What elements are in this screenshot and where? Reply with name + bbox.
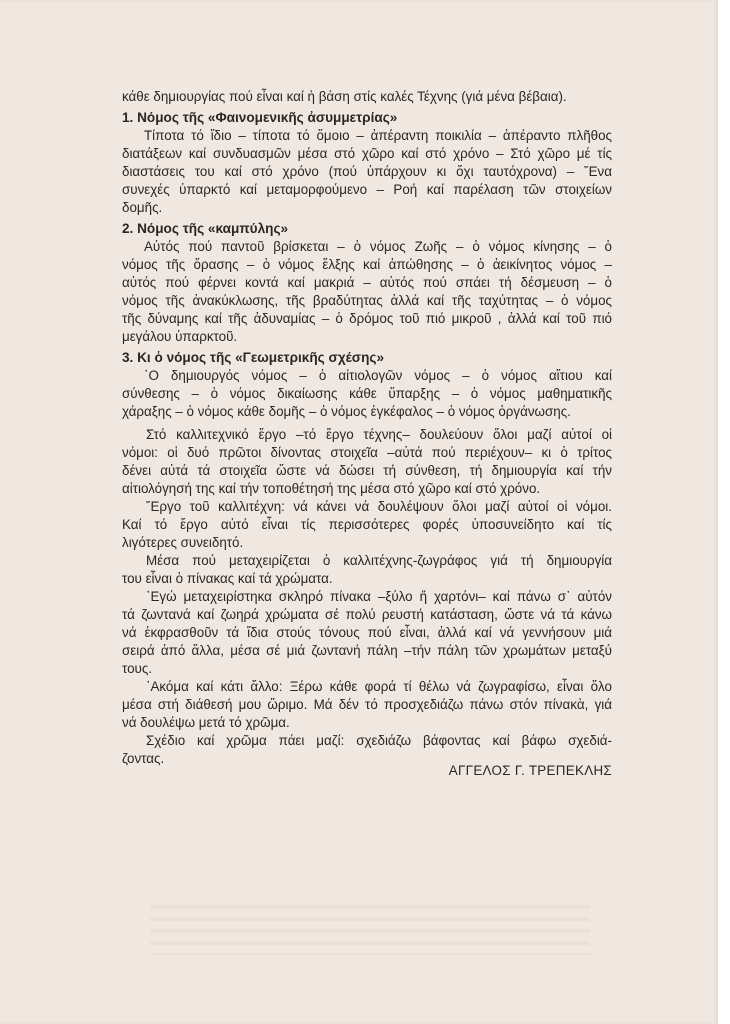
section-heading: 1. Νόμος τῆς «Φαινομενικῆς ἀσυμμετρίας» [122, 110, 398, 125]
section-line: διατάξεων καί συνδυασμῶν μέσα στό χῶρο καί στό χρόνο – Στό χῶρο μέ τίς [122, 146, 612, 161]
paragraph-line: Μέσα πού μεταχειρίζεται ὁ καλλιτέχνης-ζωγράφος γιά τή δημιουργία [146, 553, 612, 568]
paragraph-line: αἰτιολόγησή της καί τήν τοποθέτησή της μέσα στό χῶρο καί στό χρόνο. [122, 481, 541, 496]
paragraph-line: Σχέδιο καί χρῶμα πάει μαζί: σχεδιάζω βάφοντας καί βάφω σχεδιά- [146, 733, 612, 748]
intro-line: κάθε δημιουργίας πού εἶναι καί ἡ βάση στίς καλές Τέχνης (γιά μένα βέβαια). [122, 89, 567, 104]
body-text [122, 88, 612, 768]
paragraph-line: νόμοι: οἱ δυό πρῶτοι δίνοντας στοιχεῖα –αὐτά πού περιέχουν– κι ὁ τρίτος [122, 445, 612, 460]
paragraph-line: του εἶναι ὁ πίνακας καί τά χρώματα. [122, 571, 333, 586]
section-line: μεγάλου ὑπαρκτοῦ. [122, 329, 238, 344]
section-line: δομῆς. [122, 200, 163, 215]
section-heading: 2. Νόμος τῆς «καμπύλης» [122, 221, 289, 236]
section-line: αὐτός πού φέρνει κοντά καί μακριά – αὐτός πού σπάει τή δέσμευση – ὁ [122, 275, 612, 290]
paragraph-line: δένει αὐτά τά στοιχεῖα ὥστε νά δώσει τή σύνθεση, τή δημιουργία καί τήν [122, 463, 612, 478]
section-heading: 3. Κι ὁ νόμος τῆς «Γεωμετρικῆς σχέσης» [122, 350, 385, 365]
paragraph-line: Στό καλλιτεχνικό ἔργο –τό ἔργο τέχνης– δουλεύουν ὅλοι μαζί αὐτοί οἱ [146, 427, 612, 442]
paragraph-line: ῎Εργο τοῦ καλλιτέχνη: νά κάνει νά δουλέψουν ὅλοι μαζί αὐτοί οἱ νόμοι. [146, 499, 612, 514]
paragraph-line: ᾿Ακόμα καί κάτι ἄλλο: Ξέρω κάθε φορά τί θέλω νά ζωγραφίσω, εἶναι ὅλο [146, 679, 612, 694]
paragraph-line: σειρά ἀπό ἄλλα, μέσα σέ μιά ζωντανή πάλη –τήν πάλη τῶν χρωμάτων μεταξύ [122, 643, 612, 658]
paragraph-line: νά ἐκφρασθοῦν τά ἴδια στούς τόνους πού εἶναι, ἀλλά καί νά γεννήσουν μιά [122, 625, 612, 640]
paragraph-line: μέσα στή διάθεσή μου ὥριμο. Μά δέν τό προσχεδιάζω πάνω στόν πίνακὰ, γιά [122, 697, 612, 712]
paragraph-line: Καί τό ἔργο αὐτό εἶναι τίς περισσότερες φορές ὑποσυνείδητο καί τίς [122, 517, 612, 532]
section-line: τῆς δύναμης καί τῆς ἀδυναμίας – ὁ δρόμος τοῦ πιό μικροῦ , ἀλλά καί τοῦ πιό [122, 311, 612, 326]
section-line: νόμος τῆς ἀνακύκλωσης, τῆς βραδύτητας ἀλλά καί τῆς ταχύτητας – ὁ νόμος [122, 293, 612, 308]
section-line: διαστάσεις του καί στό χρόνο (πού ὑπάρχουν κι ὄχι ταυτόχρονα) – ῞Ενα [122, 164, 612, 179]
paragraph-line: νά δουλέψω μετά τό χρῶμα. [122, 715, 290, 730]
section-line: Τίποτα τό ἴδιο – τίποτα τό ὅμοιο – ἀπέραντη ποικιλία – ἀπέραντο πλῆθος [144, 128, 612, 143]
section-line: χάραξης – ὁ νόμος κάθε δομῆς – ὁ νόμος ἐγκέφαλος – ὁ νόμος ὀργάνωσης. [122, 404, 571, 419]
section-line: ῾Ο δημιουργός νόμος – ὁ αἰτιολογῶν νόμος – ὁ νόμος αἴτιου καί [144, 368, 612, 383]
bleed-through-text [150, 905, 590, 955]
paragraph-line: λιγότερες συνειδητό. [122, 535, 244, 550]
author-signature: ΑΓΓΕΛΟΣ Γ. ΤΡΕΠΕΚΛΗΣ [448, 763, 612, 778]
paragraph-line: τά ζωντανά καί ζωηρά χρώματα σέ πολύ ρευστή κατάσταση, ὥστε νά τά κάνω [122, 607, 612, 622]
section-line: νόμος τῆς ὅρασης – ὁ νόμος ἕλξης καί ἀπώθησης – ὁ ἀεικίνητος νόμος – [122, 257, 612, 272]
section-line: συνεχές ὑπαρκτό καί μεταμορφούμενο – Ροή καί παρέλαση τῶν στοιχείων [122, 182, 612, 197]
paragraph-line: ζοντας. [122, 751, 165, 766]
section-line: σύνθεσης – ὁ νόμος δικαίωσης κάθε ὕπαρξης – ὁ νόμος μαθηματικῆς [122, 386, 612, 401]
paragraph-line: ᾿Εγώ μεταχειρίστηκα σκληρό πίνακα –ξύλο ἤ χαρτόνι– καί πάνω σ᾿ αὐτόν [146, 589, 612, 604]
paragraph-line: τους. [122, 661, 153, 676]
section-line: Αὐτός πού παντοῦ βρίσκεται – ὁ νόμος Ζωῆς – ὁ νόμος κίνησης – ὁ [144, 239, 612, 254]
